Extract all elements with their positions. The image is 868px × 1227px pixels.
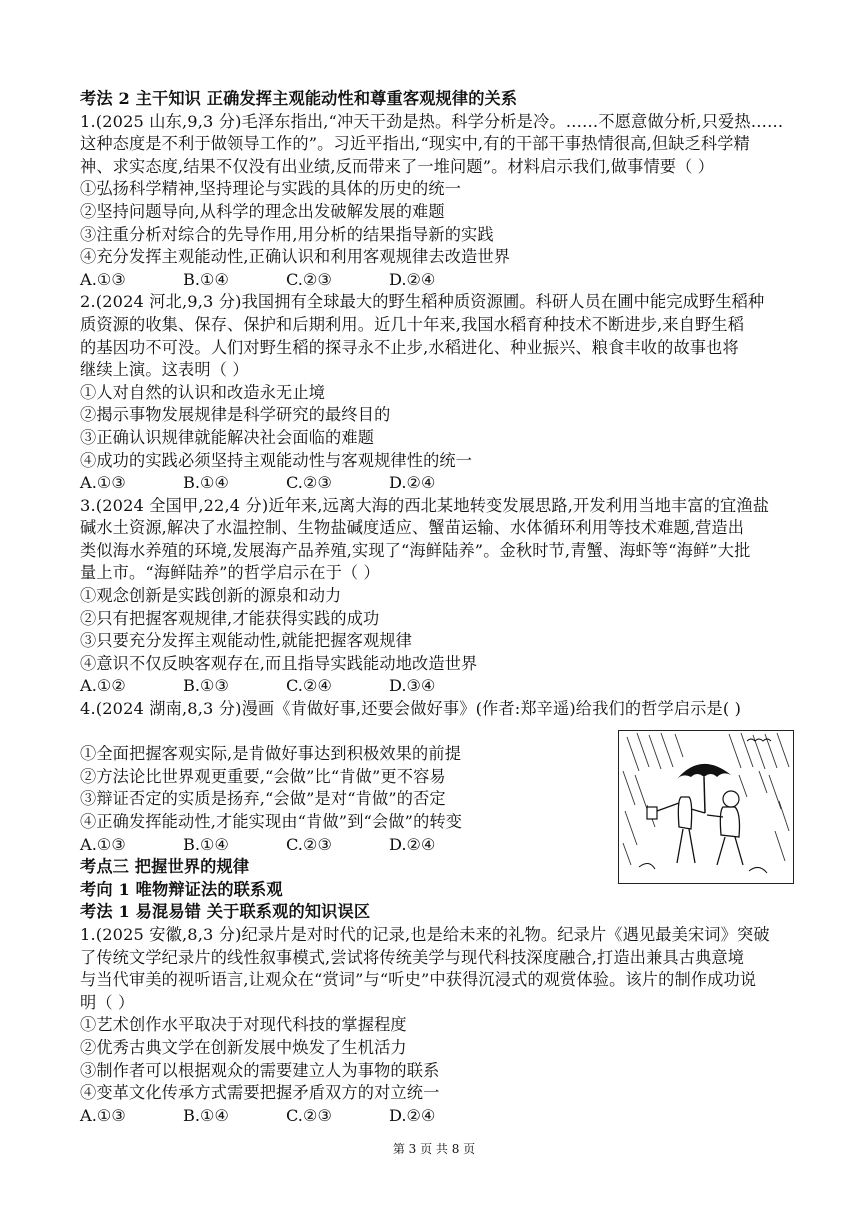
statement-item: ①全面把握客观实际,是肯做好事达到积极效果的前提 (80, 744, 462, 764)
question-stem-line: 了传统文学纪录片的线性叙事模式,尝试将传统美学与现代科技深度融合,打造出兼具古典意境 (80, 947, 745, 967)
statement-item: ③制作者可以根据观众的需要建立人为事物的联系 (80, 1060, 440, 1080)
option-a: A.①③ (80, 269, 126, 289)
statement-item: ②方法论比世界观更重要,“会做”比“肯做”更不容易 (80, 766, 446, 786)
statement-item: ②优秀古典文学在创新发展中焕发了生机活力 (80, 1037, 407, 1057)
method-heading: 考法 1 易混易错 关于联系观的知识误区 (80, 902, 371, 922)
statement-item: ③只要充分发挥主观能动性,就能把握客观规律 (80, 631, 413, 651)
option-b: B.①④ (183, 1105, 230, 1125)
page-number: 第 3 页 共 8 页 (392, 1142, 476, 1156)
statement-item: ②只有把握客观规律,才能获得实践的成功 (80, 608, 380, 628)
option-b: B.①④ (183, 473, 230, 493)
question-stem-line: 质资源的收集、保存、保护和后期利用。近几十年来,我国水稻育种技术不断进步,来自野生稻 (80, 314, 745, 334)
direction-heading: 考向 1 唯物辩证法的联系观 (80, 879, 283, 899)
question-4 (80, 698, 792, 856)
option-a: A.①② (80, 676, 126, 696)
question-stem-line: 2.(2024 河北,9,3 分)我国拥有全球最大的野生稻种质资源圃。科研人员在圃中能完成野生稻种 (80, 292, 765, 312)
statement-item: ①观念创新是实践创新的源泉和动力 (80, 586, 342, 606)
statement-item: ②揭示事物发展规律是科学研究的最终目的 (80, 405, 391, 425)
question-3 (80, 495, 792, 698)
option-d: D.②④ (389, 269, 436, 289)
cartoon-illustration (619, 731, 793, 883)
statement-item: ③正确认识规律就能解决社会面临的难题 (80, 427, 375, 447)
option-b: B.①④ (183, 269, 230, 289)
question-stem-line: 4.(2024 湖南,8,3 分)漫画《肯做好事,还要会做好事》(作者:郑辛遥)给我们的哲学启示是( ) (80, 699, 742, 719)
option-a: A.①③ (80, 1105, 126, 1125)
question-stem-line: 与当代审美的视听语言,让观众在“赏词”与“听史”中获得沉浸式的观赏体验。该片的制作成功说 (80, 970, 757, 990)
question-stem-line: 量上市。“海鲜陆养”的哲学启示在于（ ） (80, 563, 380, 583)
question-stem-line: 这种态度是不利于做领导工作的”。习近平指出,“现实中,有的干部干事热情很高,但缺乏科学精 (80, 134, 750, 154)
statement-item: ③注重分析对综合的先导作用,用分析的结果指导新的实践 (80, 224, 494, 244)
option-c: C.②③ (286, 473, 332, 493)
statement-item: ①弘扬科学精神,坚持理论与实践的具体的历史的统一 (80, 179, 462, 199)
option-c: C.②③ (286, 834, 332, 854)
question-1 (80, 111, 792, 292)
option-b: B.①④ (183, 834, 230, 854)
option-a: A.①③ (80, 834, 126, 854)
question-stem-line: 碱水土资源,解决了水温控制、生物盐碱度适应、蟹苗运输、水体循环利用等技术难题,营造出 (80, 518, 745, 538)
answer-options (80, 472, 792, 495)
statement-item: ③辩证否定的实质是扬弃,“会做”是对“肯做”的否定 (80, 789, 446, 809)
option-c: C.②③ (286, 269, 332, 289)
statement-item: ④正确发挥能动性,才能实现由“肯做”到“会做”的转变 (80, 812, 463, 831)
option-b: B.①③ (183, 676, 230, 696)
option-c: C.②③ (286, 1105, 332, 1125)
question-stem-line: 类似海水养殖的环境,发展海产品养殖,实现了“海鲜陆养”。金秋时节,青蟹、海虾等“海鲜”大批 (80, 540, 751, 560)
statement-item: ④意识不仅反映客观存在,而且指导实践能动地改造世界 (80, 653, 478, 673)
question-2 (80, 291, 792, 494)
question-stem-line: 1.(2025 安徽,8,3 分)纪录片是对时代的记录,也是给未来的礼物。纪录片《遇见最美宋词》突破 (80, 924, 770, 944)
topic-heading: 考点三 把握世界的规律 (80, 857, 250, 877)
statement-item: ①人对自然的认识和改造永无止境 (80, 382, 326, 402)
answer-options (80, 1105, 792, 1128)
question-stem-line: 的基因功不可没。人们对野生稻的探寻永不止步,水稻进化、种业振兴、粮食丰收的故事也将 (80, 337, 739, 357)
answer-options (80, 675, 792, 698)
option-d: D.②④ (389, 473, 436, 493)
question-stem-line: 继续上演。这表明（ ） (80, 360, 249, 380)
statement-item: ②坚持问题导向,从科学的理念出发破解发展的难题 (80, 201, 445, 221)
option-d: D.②④ (389, 834, 436, 854)
statement-item: ①艺术创作水平取决于对现代科技的掌握程度 (80, 1015, 407, 1035)
question-stem-line: 神、求实态度,结果不仅没有出业绩,反而带来了一堆问题”。材料启示我们,做事情要（ ） (80, 156, 715, 176)
question-stem-line: 3.(2024 全国甲,22,4 分)近年来,远离大海的西北某地转变发展思路,开发利用当地丰富的宜渔盐 (80, 495, 770, 515)
option-d: D.③④ (389, 676, 436, 696)
section-heading: 考法 2 主干知识 正确发挥主观能动性和尊重客观规律的关系 (80, 89, 518, 108)
question-stem-line: 明（ ） (80, 992, 135, 1012)
option-c: C.②④ (286, 676, 332, 696)
question-stem-line: 1.(2025 山东,9,3 分)毛泽东指出,“冲天干劲是热。科学分析是冷。……不愿意做分析,只爱热…… (80, 111, 784, 131)
question-5 (80, 924, 792, 1127)
option-a: A.①③ (80, 473, 126, 493)
answer-options (80, 269, 792, 292)
option-d: D.②④ (389, 1105, 436, 1125)
statement-item: ④变革文化传承方式需要把握矛盾双方的对立统一 (80, 1083, 440, 1103)
statement-item: ④成功的实践必须坚持主观能动性与客观规律性的统一 (80, 450, 473, 470)
statement-item: ④充分发挥主观能动性,正确认识和利用客观规律去改造世界 (80, 247, 511, 267)
document-page (80, 88, 792, 1127)
cartoon-image (618, 730, 794, 884)
